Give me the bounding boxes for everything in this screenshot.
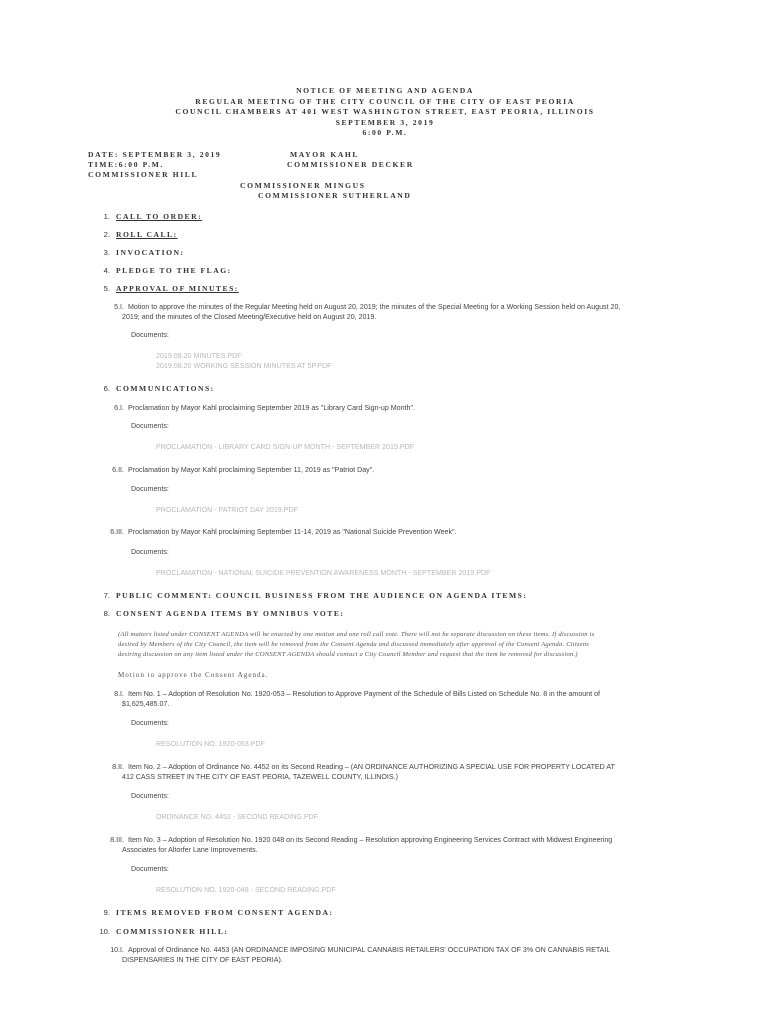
document-link[interactable]: RESOLUTION NO. 1920-053.PDF: [156, 740, 265, 748]
meeting-date: DATE: SEPTEMBER 3, 2019: [88, 150, 222, 159]
agenda-item: 2. ROLL CALL:: [103, 230, 178, 239]
agenda-item-title: COMMUNICATIONS:: [116, 384, 215, 393]
sub-item-continued: 412 CASS STREET IN THE CITY OF EAST PEORIA, TAZEWELL COUNTY, ILLINOIS.): [122, 773, 398, 781]
sub-item: 8.I. Item No. 1 – Adoption of Resolution No. 1920-053 – Resolution to Approve Payment of the Schedule of Bills Listed on Schedule No. 8 in the amount of: [114, 690, 601, 698]
agenda-item-title: COMMISSIONER HILL:: [116, 927, 229, 936]
consent-motion: Motion to approve the Consent Agenda.: [118, 671, 269, 679]
documents-label: Documents:: [131, 485, 169, 493]
commissioner-decker: COMMISSIONER DECKER: [287, 160, 414, 169]
agenda-item-title: CONSENT AGENDA ITEMS BY OMNIBUS VOTE:: [116, 609, 345, 618]
documents-label: Documents:: [131, 792, 169, 800]
documents-label: Documents:: [131, 331, 169, 339]
sub-item-continued: 2019; and the minutes of the Closed Meeting/Executive held on August 20, 2019.: [122, 313, 377, 321]
agenda-item: 4. PLEDGE TO THE FLAG:: [103, 266, 232, 275]
agenda-item: 7. PUBLIC COMMENT: COUNCIL BUSINESS FROM THE AUDIENCE ON AGENDA ITEMS:: [103, 591, 528, 600]
sub-item-continued: DISPENSARIES IN THE CITY OF EAST PEORIA).: [122, 956, 283, 964]
meeting-time: TIME:6:00 P.M.: [88, 160, 164, 169]
agenda-item-title: APPROVAL OF MINUTES:: [116, 284, 239, 293]
agenda-header: [0, 86, 770, 139]
header-location: COUNCIL CHAMBERS AT 401 WEST WASHINGTON STREET, EAST PEORIA, ILLINOIS: [175, 107, 595, 117]
commissioner-mingus: COMMISSIONER MINGUS: [240, 181, 366, 190]
commissioner-sutherland: COMMISSIONER SUTHERLAND: [258, 191, 412, 200]
documents-label: Documents:: [131, 422, 169, 430]
sub-item-continued: Associates for Altorfer Lane Improvements.: [122, 846, 258, 854]
document-link[interactable]: PROCLAMATION - NATIONAL SUICIDE PREVENTION AWARENESS MONTH - SEPTEMBER 2019.PDF: [156, 569, 491, 577]
sub-item: 6.III. Proclamation by Mayor Kahl proclaiming September 11-14, 2019 as "National Suicide Prevention Week".: [110, 528, 457, 536]
agenda-item: 9. ITEMS REMOVED FROM CONSENT AGENDA:: [103, 908, 334, 917]
document-link[interactable]: ORDINANCE NO. 4452 - SECOND READING.PDF: [156, 813, 319, 821]
agenda-item: 6. COMMUNICATIONS:: [103, 384, 215, 393]
agenda-item-title: ROLL CALL:: [116, 230, 178, 239]
sub-item-continued: $1,625,485.07.: [122, 700, 170, 708]
sub-item: 8.II. Item No. 2 – Adoption of Ordinance No. 4452 on its Second Reading – (AN ORDINANCE AUTHORIZING A SPECIAL USE FOR PROPERTY LOCATED AT: [112, 763, 615, 771]
document-link[interactable]: RESOLUTION NO. 1920-048 - SECOND READING.PDF: [156, 886, 336, 894]
agenda-item-title: ITEMS REMOVED FROM CONSENT AGENDA:: [116, 908, 334, 917]
sub-item: 6.II. Proclamation by Mayor Kahl proclaiming September 11, 2019 as "Patriot Day".: [112, 466, 375, 474]
sub-item: 6.I. Proclamation by Mayor Kahl proclaiming September 2019 as "Library Card Sign-up Month".: [114, 404, 415, 412]
consent-agenda-note: (All matters listed under CONSENT AGENDA will be enacted by one motion and one roll call vote. There will not be separate discussion on these items. If discussion is: [118, 631, 595, 638]
agenda-item-title: INVOCATION:: [116, 248, 185, 257]
documents-label: Documents:: [131, 719, 169, 727]
sub-item: 8.III. Item No. 3 – Adoption of Resolution No. 1920 048 on its Second Reading – Resolution approving Engineering Services Contract with Midwest Engineering: [110, 836, 613, 844]
document-link[interactable]: 2019.08.20 MINUTES.PDF: [156, 352, 242, 360]
agenda-item-title: PUBLIC COMMENT: COUNCIL BUSINESS FROM THE AUDIENCE ON AGENDA ITEMS:: [116, 591, 528, 600]
header-time: 6:00 P.M.: [362, 128, 408, 138]
consent-agenda-note: desiring discussion on any item listed under the CONSENT AGENDA should contact a City Council Member and request that the item be removed for discussion.): [118, 651, 578, 658]
header-subtitle: REGULAR MEETING OF THE CITY COUNCIL OF THE CITY OF EAST PEORIA: [195, 96, 575, 106]
document-link[interactable]: 2019.08.20 WORKING SESSION MINUTES AT 5P.PDF: [156, 362, 332, 370]
document-link[interactable]: PROCLAMATION - PATRIOT DAY 2019.PDF: [156, 506, 298, 514]
header-title: NOTICE OF MEETING AND AGENDA: [296, 86, 474, 95]
agenda-item: 8. CONSENT AGENDA ITEMS BY OMNIBUS VOTE:: [103, 609, 345, 618]
agenda-item-title: PLEDGE TO THE FLAG:: [116, 266, 232, 275]
agenda-item: 5. APPROVAL OF MINUTES:: [103, 284, 239, 293]
sub-item: 5.I. Motion to approve the minutes of the Regular Meeting held on August 20, 2019; the minutes of the Special Meeting for a Working Session held on August 20,: [114, 303, 621, 311]
agenda-item: 1. CALL TO ORDER:: [103, 212, 203, 221]
consent-agenda-note: desired by Members of the City Council, the item will be removed from the Consent Agenda and discussed immediately after approval of the Consent Agenda. Citizens: [118, 641, 590, 648]
header-date: SEPTEMBER 3, 2019: [335, 117, 435, 127]
agenda-item: 10. COMMISSIONER HILL:: [99, 927, 229, 936]
agenda-item: 3. INVOCATION:: [103, 248, 185, 257]
sub-item: 10.I. Approval of Ordinance No. 4453 (AN ORDINANCE IMPOSING MUNICIPAL CANNABIS RETAILERS' OCCUPATION TAX OF 3% ON CANNABIS RETAIL: [110, 946, 611, 954]
agenda-item-title: CALL TO ORDER:: [116, 212, 203, 221]
document-link[interactable]: PROCLAMATION - LIBRARY CARD SIGN-UP MONTH - SEPTEMBER 2019.PDF: [156, 443, 415, 451]
mayor-name: MAYOR KAHL: [290, 150, 360, 159]
documents-label: Documents:: [131, 865, 169, 873]
documents-label: Documents:: [131, 548, 169, 556]
commissioner-hill: COMMISSIONER HILL: [88, 170, 199, 179]
